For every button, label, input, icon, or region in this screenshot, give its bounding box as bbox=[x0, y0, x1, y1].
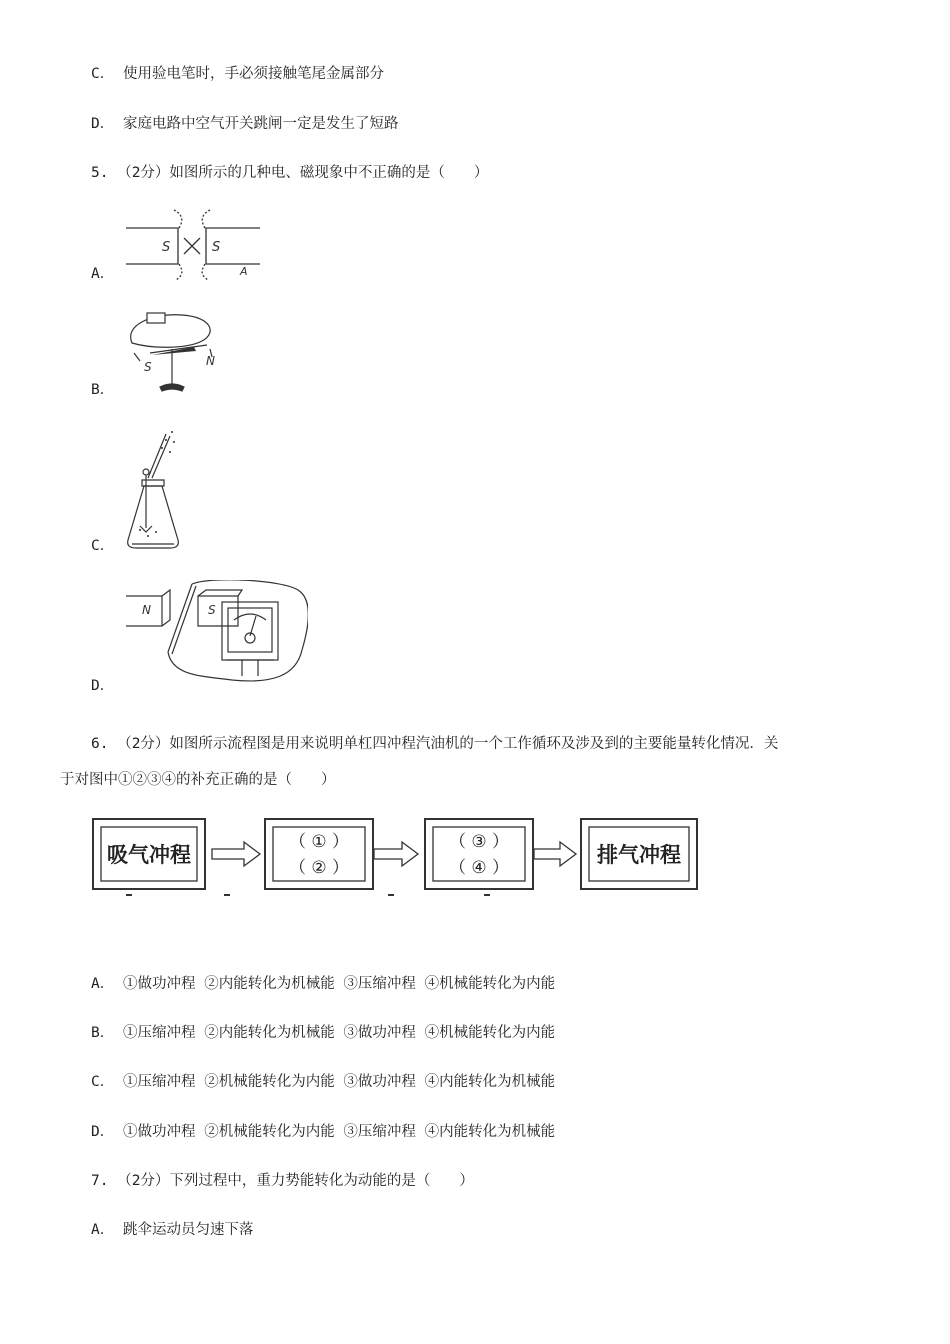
flow-arrow-2 bbox=[374, 842, 418, 866]
flow-arrow-1 bbox=[212, 842, 260, 866]
flow-box2-top: （ ① ） bbox=[288, 832, 350, 852]
q5-option-d-label: D． bbox=[91, 678, 115, 694]
flow-box3-bottom: （ ④ ） bbox=[448, 858, 510, 878]
flow-box3-top: （ ③ ） bbox=[448, 832, 510, 852]
q5-option-a-label: A． bbox=[91, 266, 115, 282]
q5-option-c-label: C． bbox=[91, 538, 115, 554]
q6-stem-line2: 于对图中①②③④的补充正确的是（ ） bbox=[60, 772, 336, 788]
flow-box-intake: 吸气冲程 bbox=[107, 843, 191, 867]
flow-arrow-3 bbox=[534, 842, 576, 866]
q7-option-a: A． 跳伞运动员匀速下落 bbox=[91, 1222, 254, 1238]
q6-flowchart bbox=[92, 818, 700, 896]
q6-option-a: A． ①做功冲程 ②内能转化为机械能 ③压缩冲程 ④机械能转化为内能 bbox=[91, 976, 556, 992]
q5-option-b-label: B． bbox=[91, 382, 115, 398]
q4-option-d: D． 家庭电路中空气开关跳闸一定是发生了短路 bbox=[91, 116, 399, 132]
q6-option-b: B． ①压缩冲程 ②内能转化为机械能 ③做功冲程 ④机械能转化为内能 bbox=[91, 1025, 556, 1041]
q6-option-c: C． ①压缩冲程 ②机械能转化为内能 ③做功冲程 ④内能转化为机械能 bbox=[91, 1074, 556, 1090]
q5-figure-c-flask bbox=[122, 428, 184, 554]
fig-a-right-pole-label: S bbox=[212, 240, 221, 255]
flow-box-exhaust: 排气冲程 bbox=[597, 843, 681, 867]
q7-stem: 7. （2分）下列过程中，重力势能转化为动能的是（ ） bbox=[91, 1173, 474, 1189]
q6-option-d: D． ①做功冲程 ②机械能转化为内能 ③压缩冲程 ④内能转化为机械能 bbox=[91, 1124, 556, 1140]
fig-b-pole-n-label: N bbox=[206, 354, 215, 368]
fig-a-corner-label: A bbox=[240, 265, 248, 278]
q5-figure-a-magnets bbox=[122, 208, 264, 280]
q6-stem-line1: 6. （2分）如图所示流程图是用来说明单杠四冲程汽油机的一个工作循环及涉及到的主要能量转化情况．关 bbox=[91, 736, 779, 752]
fig-d-pole-n-label: N bbox=[142, 603, 151, 617]
q4-option-c: C． 使用验电笔时，手必须接触笔尾金属部分 bbox=[91, 66, 384, 82]
fig-d-pole-s-label: S bbox=[208, 603, 216, 617]
flow-box2-bottom: （ ② ） bbox=[288, 858, 350, 878]
fig-a-left-pole-label: S bbox=[162, 240, 171, 255]
q5-figure-d-induction bbox=[122, 580, 308, 688]
q5-stem: 5. （2分）如图所示的几种电、磁现象中不正确的是（ ） bbox=[91, 165, 489, 181]
q5-figure-b-oersted bbox=[122, 305, 222, 397]
fig-b-pole-s-label: S bbox=[144, 360, 152, 374]
